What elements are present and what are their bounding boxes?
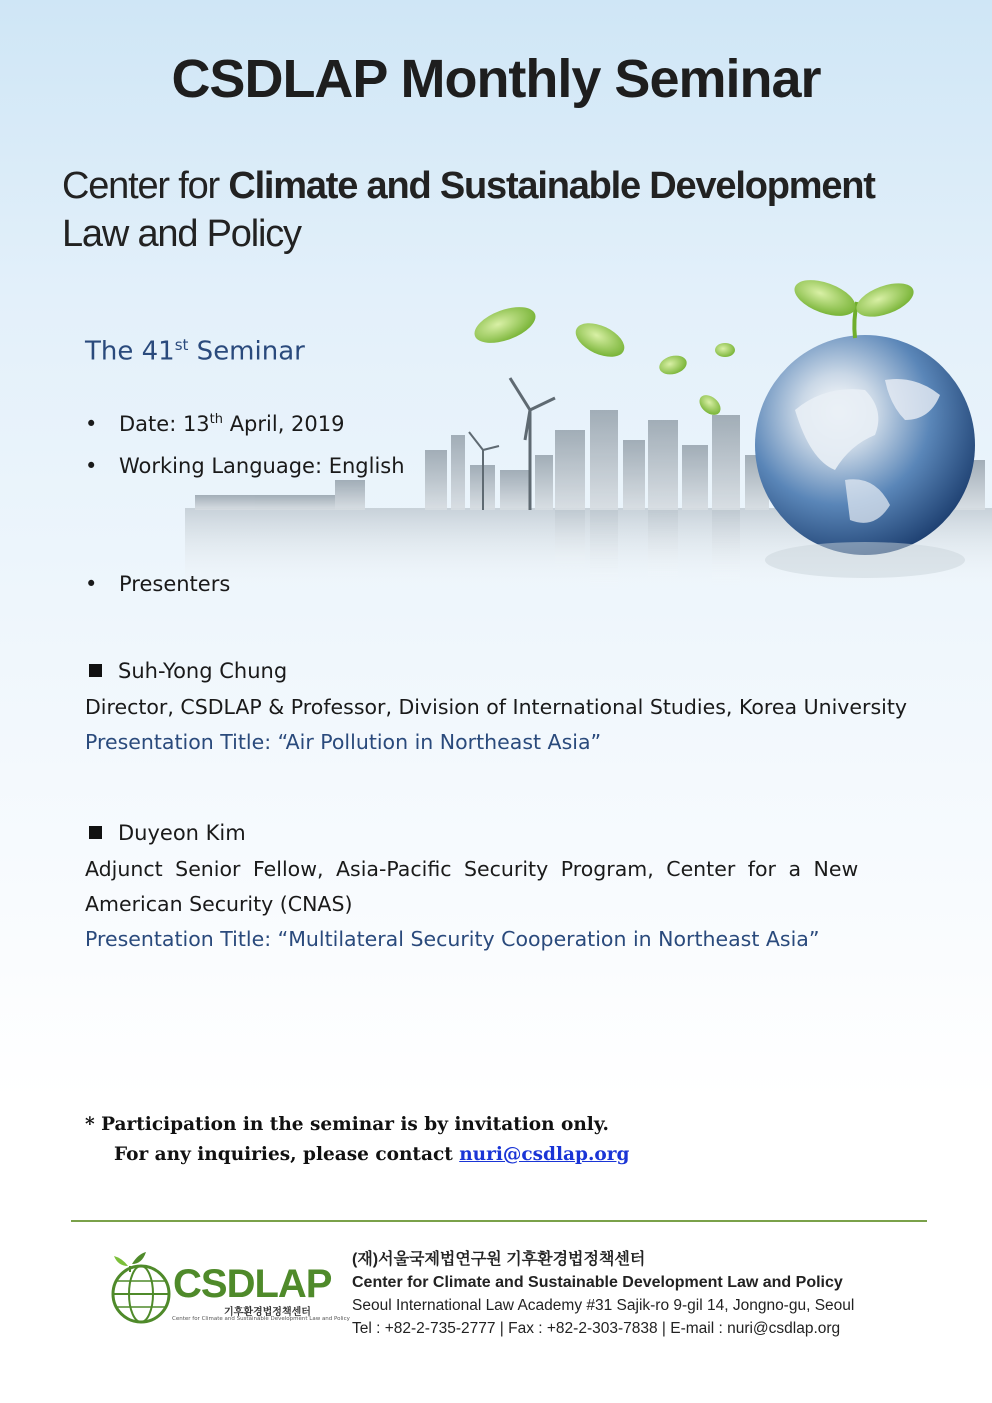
center-line2: Law and Policy — [62, 213, 301, 255]
center-prefix: Center for — [62, 165, 229, 207]
presenter-name-text: Suh-Yong Chung — [118, 659, 288, 683]
logo-wordmark: CSDLAP — [173, 1262, 332, 1306]
page-title: CSDLAP Monthly Seminar — [171, 49, 821, 109]
date-sup: th — [209, 412, 224, 427]
seminar-number-sup: st — [174, 336, 189, 354]
language-item — [85, 454, 405, 478]
seminar-number — [85, 336, 305, 367]
presenters-label — [85, 572, 230, 596]
language-text: Working Language: English — [119, 454, 405, 478]
footer-contact — [352, 1248, 854, 1340]
date-item — [85, 412, 344, 436]
center-name — [62, 162, 875, 258]
footer-address: Seoul International Law Academy #31 Sajik-ro 9-gil 14, Jongno-gu, Seoul — [352, 1297, 855, 1314]
seminar-number-pre: The 41 — [85, 336, 175, 367]
presentation-title: Presentation Title: “Air Pollution in Northeast Asia” — [85, 730, 602, 754]
bullet-icon: • — [85, 412, 98, 436]
date-pre: Date: 13 — [119, 412, 210, 436]
center-bold: Climate and Sustainable Development — [228, 165, 875, 207]
footer-contact-line: Tel : +82-2-735-2777 | Fax : +82-2-303-7838 | E-mail : nuri@csdlap.org — [352, 1320, 841, 1337]
presenter-name — [85, 821, 246, 845]
presenter-affiliation-line2: American Security (CNAS) — [85, 892, 353, 916]
presentation-title: Presentation Title: “Multilateral Security Cooperation in Northeast Asia” — [85, 927, 820, 951]
square-bullet-icon — [89, 826, 102, 839]
footer-english-name: Center for Climate and Sustainable Development Law and Policy — [352, 1274, 843, 1291]
logo-subtitle: Center for Climate and Sustainable Development Law and Policy — [172, 1316, 350, 1322]
presenter-affiliation-line1: Adjunct Senior Fellow, Asia-Pacific Security Program, Center for a New — [85, 857, 859, 881]
invitation-notice — [85, 1110, 629, 1170]
presenter-affiliation: Director, CSDLAP & Professor, Division of International Studies, Korea University — [85, 695, 907, 719]
presenter-name-text: Duyeon Kim — [118, 821, 246, 845]
notice-line1: * Participation in the seminar is by invitation only. — [85, 1114, 609, 1135]
presenters-label-text: Presenters — [119, 572, 231, 596]
square-bullet-icon — [89, 664, 102, 677]
seminar-number-post: Seminar — [188, 336, 305, 367]
csdlap-globe-logo-icon — [108, 1250, 174, 1326]
bullet-icon: • — [85, 454, 98, 478]
logo-korean-name: 기후환경법정책센터 — [224, 1307, 311, 1318]
contact-email-link[interactable]: nuri@csdlap.org — [459, 1144, 630, 1165]
bullet-icon: • — [85, 572, 98, 596]
presenter-name — [85, 659, 287, 683]
footer-korean-name: (재)서울국제법연구원 기후환경법정책센터 — [352, 1251, 646, 1268]
date-post: April, 2019 — [223, 412, 345, 436]
footer-divider — [71, 1220, 927, 1222]
notice-line2: For any inquiries, please contact — [114, 1144, 460, 1165]
